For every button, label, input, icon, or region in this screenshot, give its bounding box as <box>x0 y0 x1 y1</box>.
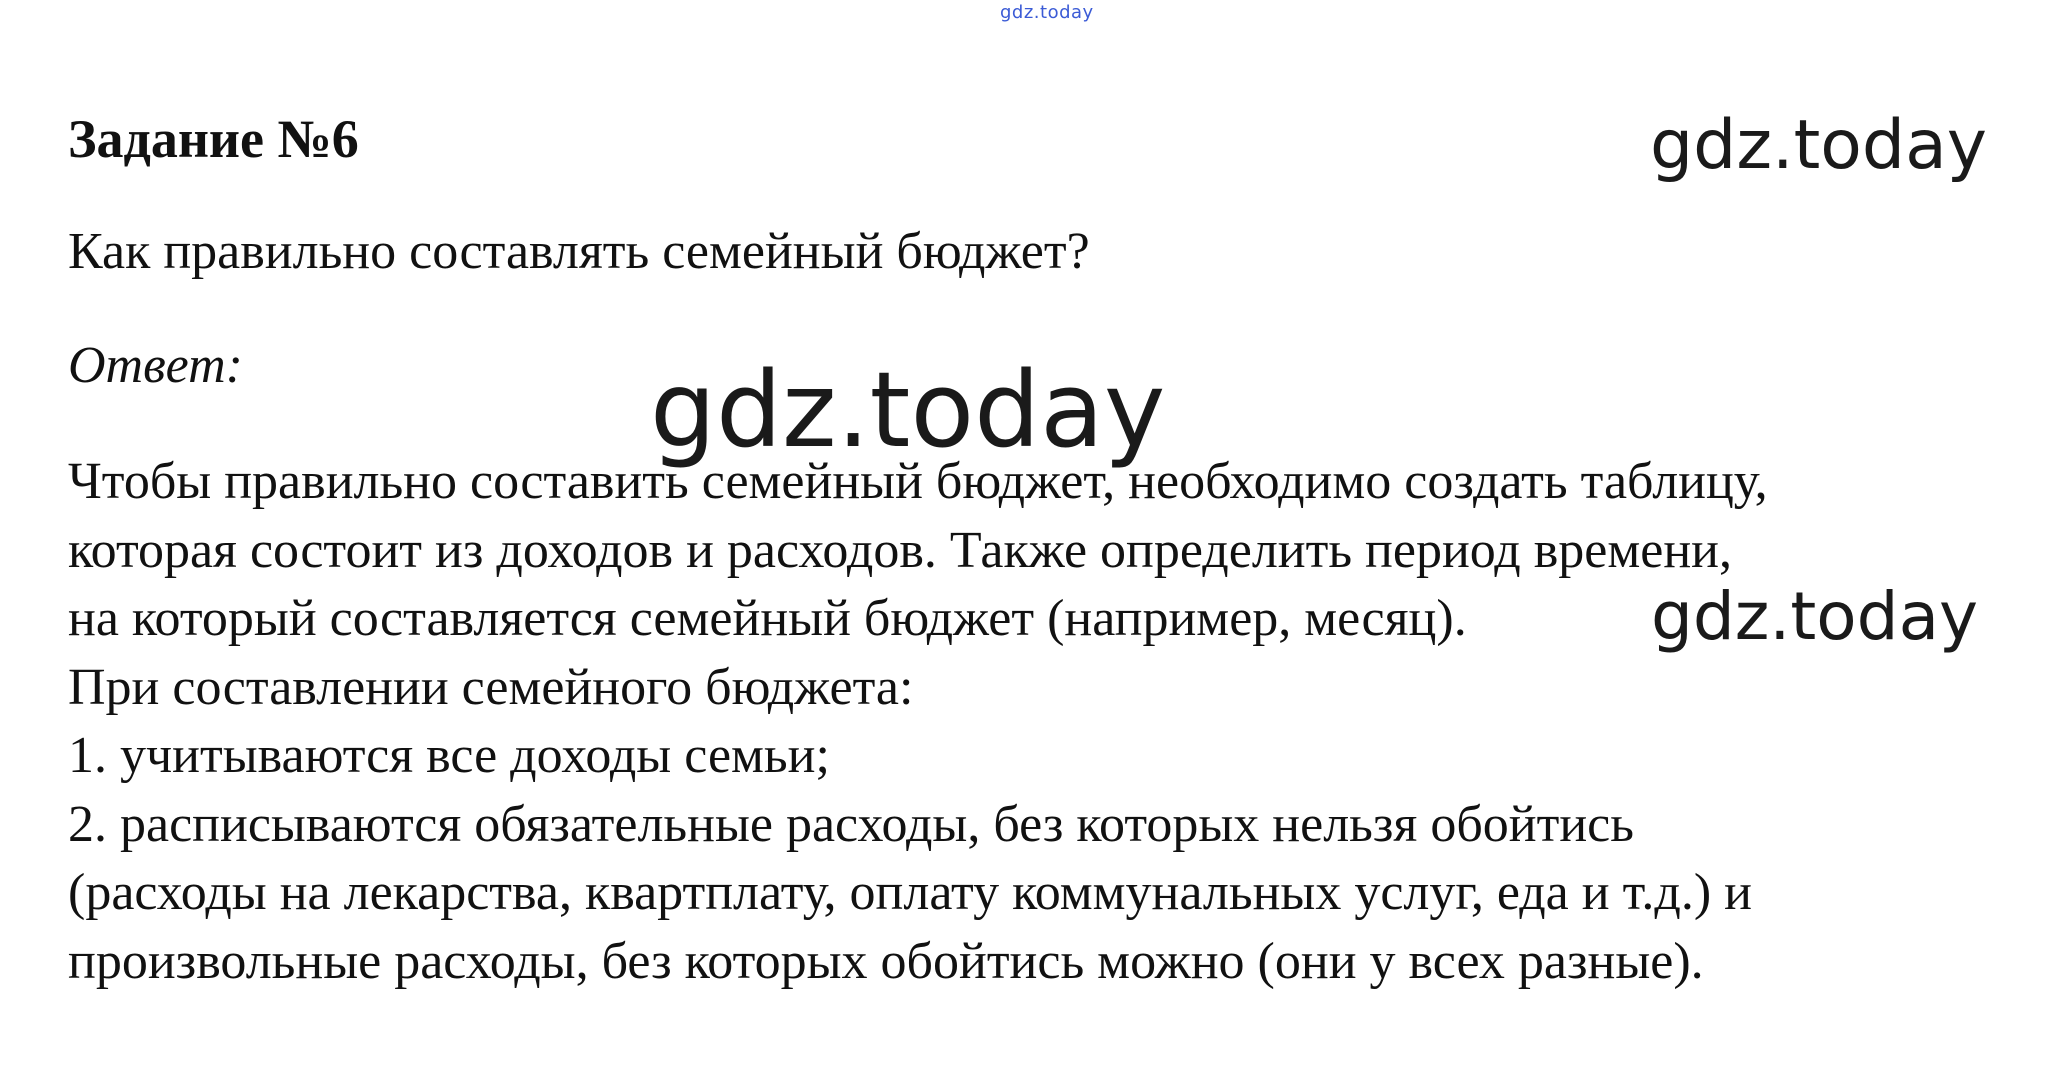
watermark-center: gdz.today <box>650 349 1166 471</box>
task-question: Как правильно составлять семейный бюджет? <box>68 223 1090 280</box>
watermark-inline: gdz.today <box>1651 578 1979 655</box>
answer-label: Ответ: <box>68 337 243 394</box>
answer-line: которая состоит из доходов и расходов. Также определить период времени, <box>68 521 1732 579</box>
answer-line: При составлении семейного бюджета: <box>68 658 914 716</box>
task-title: Задание №6 <box>68 109 359 169</box>
watermark-right: gdz.today <box>1650 106 1987 185</box>
top-watermark: gdz.today <box>1000 2 1094 23</box>
answer-line: Чтобы правильно составить семейный бюджет, необходимо создать таблицу, <box>68 453 1768 510</box>
answer-line: (расходы на лекарства, квартплату, оплату коммунальных услуг, еда и т.д.) и <box>68 864 1753 921</box>
answer-line: 1. учитываются все доходы семьи; <box>68 727 830 784</box>
answer-text <box>68 448 1768 996</box>
answer-line: 2. расписываются обязательные расходы, без которых нельзя обойтись <box>68 795 1634 853</box>
answer-line: произвольные расходы, без которых обойтись можно (они у всех разные). <box>68 932 1704 990</box>
answer-line: на который составляется семейный бюджет (например, месяц). <box>68 590 1467 647</box>
